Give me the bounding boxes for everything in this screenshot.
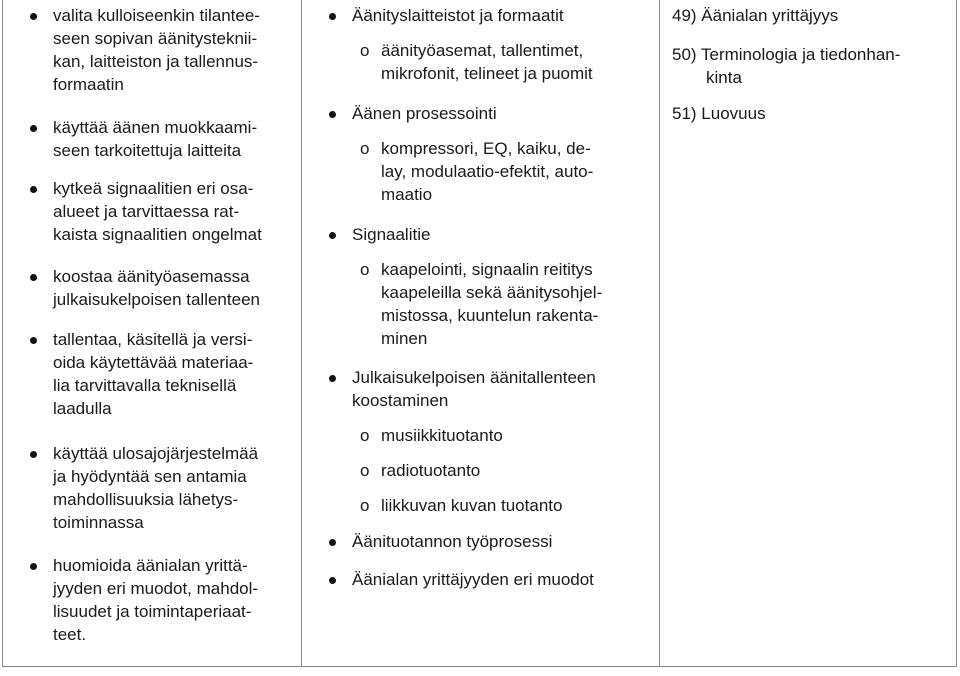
sub-line: kaapelointi, signaalin reititys bbox=[381, 260, 593, 279]
skill-6-line-1: käyttää ulosajojärjestelmää bbox=[53, 444, 259, 463]
sub-line: äänityöasemat, tallentimet, bbox=[381, 41, 584, 60]
topic-publishing-recording-2: koostaminen bbox=[352, 391, 449, 410]
skill-5-line-3: lia tarvittavalla teknisellä bbox=[53, 376, 237, 395]
sub-line: kompressori, EQ, kaiku, de- bbox=[381, 139, 591, 158]
sub-line: lay, modulaatio-efektit, auto- bbox=[381, 162, 594, 181]
bullet-icon bbox=[30, 451, 37, 458]
skills-column bbox=[3, 0, 301, 666]
bullet-icon bbox=[30, 274, 37, 281]
sub-line: minen bbox=[381, 329, 428, 348]
skill-3-line-3: kaista signaalitien ongelmat bbox=[53, 225, 262, 244]
skill-2-line-2: seen tarkoitettuja laitteita bbox=[53, 141, 242, 160]
sub-line: mistossa, kuuntelun rakenta- bbox=[381, 306, 599, 325]
topic-signal-path: Signaalitie bbox=[352, 225, 431, 244]
sub-line: radiotuotanto bbox=[381, 461, 481, 480]
bullet-icon bbox=[30, 337, 37, 344]
competence-51: 51) Luovuus bbox=[672, 104, 766, 123]
bullet-icon bbox=[329, 232, 336, 239]
skill-6-line-4: toiminnassa bbox=[53, 513, 144, 532]
skill-4-line-1: koostaa äänityöasemassa bbox=[53, 267, 250, 286]
sub-line: kaapeleilla sekä äänitysohjel- bbox=[381, 283, 603, 302]
content-column bbox=[301, 0, 660, 666]
competence-50-cont: kinta bbox=[706, 68, 742, 87]
sub-bullet-icon: o bbox=[360, 260, 370, 279]
sub-line: musiikkituotanto bbox=[381, 426, 503, 445]
sub-line: mikrofonit, telineet ja puomit bbox=[381, 64, 593, 83]
skill-6-line-2: ja hyödyntää sen antamia bbox=[53, 467, 247, 486]
bullet-icon bbox=[30, 563, 37, 570]
bullet-icon bbox=[329, 13, 336, 20]
skill-1-line-3: kan, laitteiston ja tallennus- bbox=[53, 52, 259, 71]
skill-2-line-1: käyttää äänen muokkaami- bbox=[53, 118, 258, 137]
content-table bbox=[2, 0, 957, 667]
bullet-icon bbox=[329, 111, 336, 118]
sub-bullet-icon: o bbox=[360, 41, 370, 60]
bullet-icon bbox=[30, 13, 37, 20]
bullet-icon bbox=[30, 125, 37, 132]
sub-bullet-icon: o bbox=[360, 461, 370, 480]
skill-7-line-1: huomioida äänialan yrittä- bbox=[53, 556, 248, 575]
sub-bullet-icon: o bbox=[360, 139, 370, 158]
sub-bullet-icon: o bbox=[360, 426, 370, 445]
sub-line: liikkuvan kuvan tuotanto bbox=[381, 496, 563, 515]
skill-7-line-3: lisuudet ja toimintaperiaat- bbox=[53, 602, 252, 621]
skill-5-line-2: oida käytettävää materiaa- bbox=[53, 353, 254, 372]
topic-work-process: Äänituotannon työprosessi bbox=[352, 532, 553, 551]
skill-6-line-3: mahdollisuuksia lähetys- bbox=[53, 490, 239, 509]
bullet-icon bbox=[329, 375, 336, 382]
skill-5-line-1: tallentaa, käsitellä ja versi- bbox=[53, 330, 253, 349]
topic-publishing-recording: Julkaisukelpoisen äänitallenteen bbox=[352, 368, 596, 387]
competence-49: 49) Äänialan yrittäjyys bbox=[672, 6, 839, 25]
skill-1-line-2: seen sopivan äänitystekniі- bbox=[53, 29, 258, 48]
sub-bullet-icon: o bbox=[360, 496, 370, 515]
competence-column bbox=[659, 0, 956, 666]
skill-4-line-2: julkaisukelpoisen tallenteen bbox=[53, 290, 260, 309]
skill-5-line-4: laadulla bbox=[53, 399, 112, 418]
skill-1-line-4: formaatin bbox=[53, 75, 124, 94]
bullet-icon bbox=[329, 539, 336, 546]
bullet-icon bbox=[329, 577, 336, 584]
topic-audio-processing: Äänen prosessointi bbox=[352, 104, 497, 123]
skill-3-line-2: alueet ja tarvittaessa rat- bbox=[53, 202, 240, 221]
competence-50: 50) Terminologia ja tiedonhan- bbox=[672, 45, 901, 64]
skill-1-line-1: valita kulloiseenkin tilantee- bbox=[53, 6, 260, 25]
skill-3-line-1: kytkeä signaalitien eri osa- bbox=[53, 179, 254, 198]
skill-7-line-2: jyyden eri muodot, mahdol- bbox=[53, 579, 259, 598]
topic-entrepreneurship: Äänialan yrittäjyyden eri muodot bbox=[352, 570, 594, 589]
skill-7-line-4: teet. bbox=[53, 625, 87, 644]
bullet-icon bbox=[30, 186, 37, 193]
topic-recording-equipment: Äänityslaitteistot ja formaatit bbox=[352, 6, 564, 25]
sub-line: maatio bbox=[381, 185, 433, 204]
